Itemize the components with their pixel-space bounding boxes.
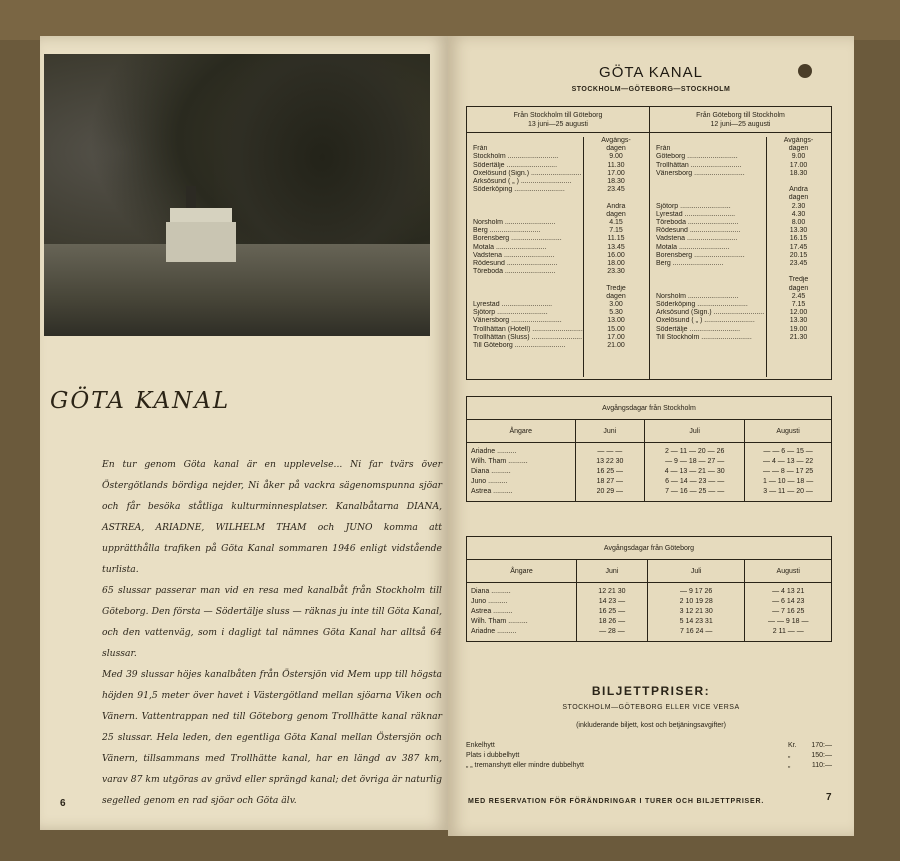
times-header-line: dagen [606,145,626,153]
spacer [767,178,830,186]
spacer [473,293,583,301]
departure-time: 16.00 [607,251,625,259]
intro-paragraph: En tur genom Göta kanal är en upplevelse... Ni far tvärs över Östergötlands bördiga nejder, Ni åker på vackra sägenomspunna sjöar och får besöka ståtliga kulturminnesplatser. Kanalbåtarna DIANA, ASTREA, ARIADNE, WILHELM THAM och JUNO komma att upprätthålla trafiken på Göta Kanal sommaren 1946 enligt vidstående turlista. [102,459,442,575]
departure-time: 7.15 [791,301,806,309]
stop-name: Lyrestad .......................... [656,210,736,218]
departures-goteborg-table [466,536,832,642]
prices-title: BILJETTPRISER: [591,684,711,698]
ship-name: Wilh. Tham .......... [471,458,528,465]
departure-dates: — — — [597,448,623,455]
date-cell [745,443,832,502]
stop-name: Vadstena .......................... [656,235,738,243]
ship-name: Wilh. Tham .......... [471,618,528,625]
spacer [656,186,766,194]
timetable-header-dates: 13 juni—25 augusti [528,121,588,128]
departure-time: 13.30 [789,227,808,235]
day-label-line: Andra [789,186,808,194]
timetable-header-line: Från Göteborg till Stockholm [696,112,785,119]
time-list [583,137,648,377]
date-cell [645,443,745,502]
spacer [584,276,648,284]
departure-dates: 2 10 19 28 [679,598,713,605]
stop-list [656,137,766,342]
day-label-line: dagen [606,292,626,300]
departure-time: 3.00 [609,301,623,309]
stop-name: Arksösund ( „ ) .......................... [473,178,572,185]
stop-name: Söderköping .......................... [656,300,748,308]
stop-name: Till Göteborg .......................... [473,341,566,349]
stop-name: Borensberg .......................... [656,251,745,259]
departure-dates: — — 6 — 15 — [763,448,813,455]
departure-dates: 12 21 30 [598,588,626,595]
date-cell [576,583,647,642]
column-header: Juli [645,420,745,443]
ship-name: Juno .......... [471,478,508,485]
price-value: 150:— [811,752,832,759]
departure-dates: 2 — 11 — 20 — 26 [664,448,725,455]
spacer [473,285,583,293]
departure-time: 9.00 [609,153,623,161]
column-header: Juli [647,560,745,583]
page-title: GÖTA KANAL [50,388,231,414]
departure-dates: 3 12 21 30 [679,608,713,615]
page-number: 7 [826,792,832,803]
departure-time: 18.00 [607,260,625,268]
stop-name: Södertälje .......................... [656,325,741,333]
departure-time: 2.45 [791,292,806,300]
departure-dates: 6 — 14 — 23 — — [665,478,725,485]
spacer [473,203,583,211]
departure-dates: 18 26 — [598,618,626,625]
departure-time: 17.00 [607,333,625,341]
column-header: Ångare [467,560,577,583]
column-header: Augusti [745,420,832,443]
departure-time: 17.45 [789,243,808,251]
stop-name: Till Stockholm .......................... [656,333,752,341]
timetable-header-line: Från Stockholm till Göteborg [513,112,603,119]
stop-name: Sjötorp .......................... [656,202,731,210]
stop-name: Arksösund (Sign.) .......................... [656,309,765,317]
table-caption: Avgångsdagar från Stockholm [467,397,832,420]
stop-name: Norsholm .......................... [656,292,739,300]
departure-time: 19.00 [789,325,808,333]
stop-name: Sjötorp .......................... [473,309,548,317]
date-cell [647,583,745,642]
departure-dates: 16 25 — [598,608,626,615]
prices-note: (inkluderande biljett, kost och betjäningsavgifter) [576,722,726,729]
price-label: Enkelhytt [466,742,495,749]
departure-dates: — — 8 — 17 25 [763,468,814,475]
timetable-header [650,107,831,133]
departure-time: 18.30 [789,169,808,177]
departure-dates: — 9 — 18 — 27 — [665,458,725,465]
departure-time: 21.00 [607,342,625,350]
timetable-from-stockholm [467,107,650,379]
from-label: Från [656,145,671,153]
ship-names [467,443,576,502]
spacer [656,194,766,202]
day-label-line: dagen [606,210,626,218]
intro-paragraph: 65 slussar passerar man vid en resa med kanalbåt från Stockholm till Göteborg. Den första — Södertälje sluss — räknas ju inte till Göta Kanal, och den vattenväg, som i dagligt tal nämnes Göta Kanal har alltså 64 slussar. [102,585,442,659]
canal-photo [44,54,430,336]
times-header-line: dagen [788,145,809,153]
departure-time: 13.45 [607,243,625,251]
day-label-line: Tredje [788,276,809,284]
spacer [473,276,583,284]
spacer [656,276,766,284]
time-list [766,137,830,377]
departure-time: 17.00 [607,169,625,177]
departure-dates: 7 — 16 — 25 — — [665,488,725,495]
spacer [656,268,766,276]
column-header: Juni [575,420,645,443]
departure-time: 11.30 [607,161,625,169]
day-label-line: dagen [788,194,809,202]
stop-name: Göteborg .......................... [656,153,738,161]
departure-dates: — 4 — 13 — 22 [763,458,814,465]
day-label-line: Tredje [606,284,626,292]
day-label-line: Andra [606,202,626,210]
table-caption: Avgångsdagar från Göteborg [467,537,832,560]
stop-name: Rödesund .......................... [656,227,741,235]
departure-dates: 2 11 — — [772,628,804,635]
ship-name: Ariadne .......... [471,448,517,455]
departure-time: 20.15 [789,251,808,259]
times-header-line: Avgångs- [783,137,814,144]
departure-dates: 18 27 — [596,478,624,485]
right-page [448,36,854,836]
left-page [40,36,448,830]
stop-name: Töreboda .......................... [473,268,556,276]
stop-name: Vadstena .......................... [473,251,555,259]
price-unit: Kr. [788,742,797,749]
spacer [656,137,766,145]
departure-dates: 4 — 13 — 21 — 30 [664,468,725,475]
stop-name: Södertälje .......................... [473,161,558,169]
spacer [473,137,583,145]
stop-name: Oxelösund (Sign.) .......................... [473,169,582,177]
stop-name: Lyrestad .......................... [473,300,553,308]
background [0,0,900,40]
departure-dates: — — 9 18 — [768,618,809,625]
timetable-header [467,107,649,133]
departure-dates: 3 — 11 — 20 — [763,488,813,495]
departure-time: 13.30 [789,317,808,325]
intro-paragraph: Med 39 slussar höjes kanalbåten från Östersjön vid Mem upp till högsta höjden 91,5 meter över havet i Västergötland mellan sjöarna Viken och Vänern. Vattentrappan ned till Göteborg genom Trollhätte kanal räknar 25 slussar. Hela leden, den egentliga Göta Kanal mellan Östersjön och Vänern, tillsammans med Trollhätte kanal, har en längd av 387 km, varav 87 km utgöras av grävd eller sprängd kanal; det övriga är naturlig segelled genom en rad sjöar och Göta älv. [102,669,442,806]
departure-dates: 16 25 — [596,468,624,475]
departure-dates: — 7 16 25 [772,608,805,615]
column-header: Augusti [745,560,832,583]
departure-time: 7.15 [609,227,623,235]
stop-list [473,137,583,350]
timetable [466,106,832,380]
ship-name: Astrea .......... [471,488,513,495]
stop-name: Vänersborg .......................... [473,317,562,325]
departure-dates: 20 29 — [596,488,624,495]
ship-name: Diana .......... [471,588,511,595]
departure-time: 4.30 [791,210,806,218]
departure-time: 23.45 [607,186,625,194]
price-label: „ „ tremanshytt eller mindre dubbelhytt [466,762,584,769]
photo-boat [166,222,236,262]
route-subtitle: STOCKHOLM—GÖTEBORG—STOCKHOLM [571,86,731,93]
page-number: 6 [60,798,66,809]
departure-time: 8.00 [791,219,806,227]
departure-time: 21.30 [789,333,808,341]
departure-time: 16.15 [789,235,808,243]
ship-name: Astrea .......... [471,608,513,615]
departure-dates: 1 — 10 — 18 — [763,478,814,485]
departure-time: 9.00 [791,153,806,161]
departures-stockholm-table [466,396,832,502]
stop-name: Motala .......................... [656,243,730,251]
intro-text [102,454,442,811]
date-cell [575,443,645,502]
stop-name: Trollhättan (Sluss) .......................... [473,333,583,341]
departure-dates: 7 16 24 — [680,628,713,635]
footer-note: MED RESERVATION FÖR FÖRÄNDRINGAR I TURER OCH BILJETTPRISER. [468,798,765,805]
departure-time: 23.45 [789,260,808,268]
departure-dates: — 9 17 26 [680,588,713,595]
ship-name: Ariadne .......... [471,628,517,635]
prices-route: STOCKHOLM—GÖTEBORG ELLER VICE VERSA [562,704,740,711]
day-label-line: dagen [788,284,809,292]
times-header-line: Avgångs- [601,137,631,144]
spacer [656,285,766,293]
stop-name: Rödesund .......................... [473,259,558,267]
stop-name: Stockholm .......................... [473,153,559,161]
departure-dates: 14 23 — [598,598,626,605]
departure-time: 4.15 [609,219,623,227]
departure-time: 5.30 [609,309,623,317]
price-unit: „ [788,762,791,769]
spacer [473,194,583,202]
ship-name: Diana .......... [471,468,511,475]
timetable-from-goteborg [650,107,831,379]
timetable-header-dates: 12 juni—25 augusti [710,121,771,128]
price-row [466,762,832,772]
stop-name: Berg .......................... [656,259,724,267]
departure-dates: — 6 14 23 [772,598,805,605]
departure-time: 11.15 [607,235,625,243]
departure-time: 17.00 [789,161,808,169]
spacer [656,178,766,186]
price-row [466,752,832,762]
from-label: Från [473,145,488,153]
departure-time: 13.00 [607,317,625,325]
stop-name: Oxelösund ( „ ) .......................... [656,317,755,325]
stop-name: Söderköping .......................... [473,186,565,194]
photo-boat-funnel [186,186,196,212]
price-value: 170:— [811,742,832,749]
departure-dates: — 4 13 21 [772,588,805,595]
date-cell [745,583,832,642]
departure-time: 2.30 [791,202,806,210]
price-value: 110:— [811,762,832,769]
departure-time: 23.30 [607,268,625,276]
price-label: Plats i dubbelhytt [466,752,520,759]
departure-time: 18.30 [607,178,625,186]
column-header: Juni [576,560,647,583]
spacer [767,268,830,276]
price-unit: „ [788,752,791,759]
departure-dates: 13 22 30 [596,458,624,465]
stop-name: Borensberg .......................... [473,235,562,243]
stop-name: Berg .......................... [473,227,541,235]
price-row [466,742,832,752]
departure-time: 12.00 [789,309,808,317]
ship-name: Juno .......... [471,598,508,605]
column-header: Ångare [467,420,576,443]
timetable-title: GÖTA KANAL [599,64,703,81]
departure-dates: — 28 — [599,628,625,635]
ship-names [467,583,577,642]
stop-name: Trollhättan (Hotell) .......................... [473,325,583,333]
spacer [584,194,648,202]
photo-water [44,244,430,336]
departure-dates: 5 14 23 31 [679,618,713,625]
stop-name: Motala .......................... [473,243,547,251]
spacer [473,211,583,219]
stop-name: Töreboda .......................... [656,218,739,226]
stop-name: Vänersborg .......................... [656,169,745,177]
stop-name: Trollhättan .......................... [656,161,742,169]
stop-name: Norsholm .......................... [473,218,556,226]
departure-time: 15.00 [607,325,625,333]
